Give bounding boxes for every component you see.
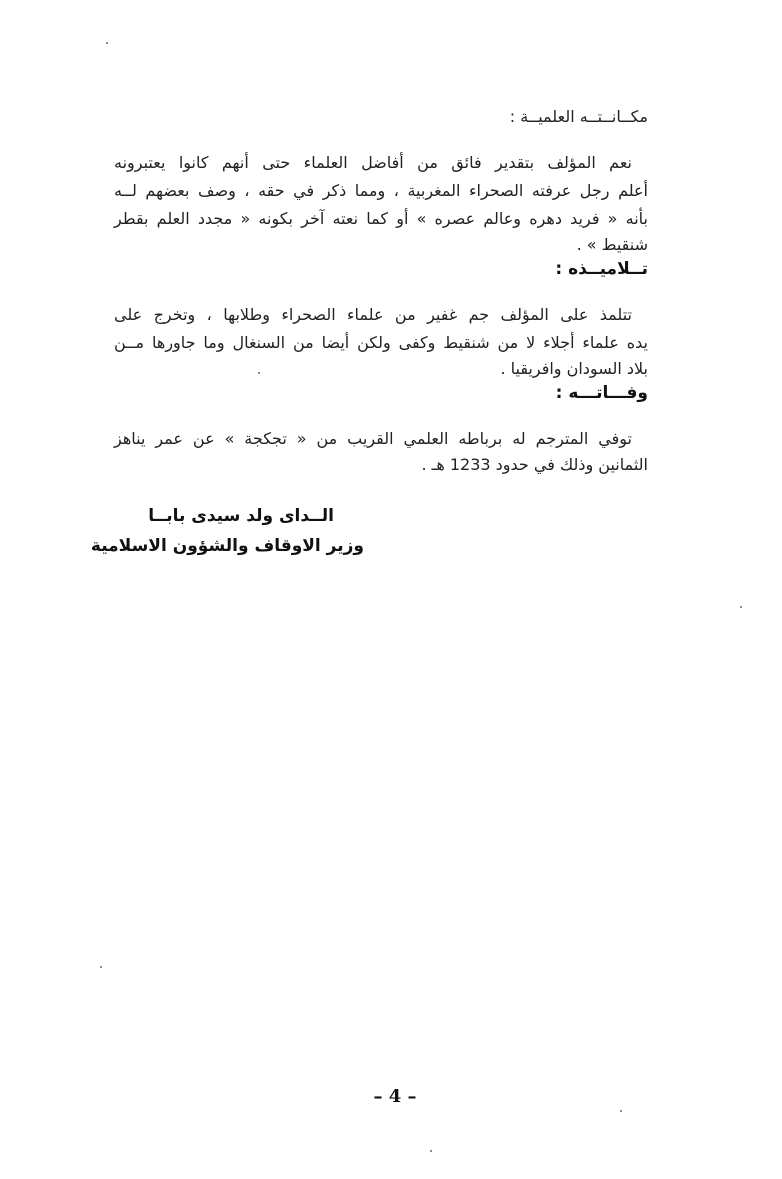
scan-speck <box>430 1150 432 1152</box>
students-line-2: يده علماء أجلاء لا من شنقيط وكفى ولكن أيضا من السنغال وما جاورها مــن <box>114 333 648 352</box>
death-line-1: توفي المترجم له برباطه العلمي القريب من « تجكجة » عن عمر يناهز <box>114 429 632 448</box>
status-line-2: أعلم رجل عرفته الصحراء المغربية ، ومما ذكر في حقه ، وصف بعضهم لــه <box>114 181 648 200</box>
status-line-4: شنقيط » . <box>576 235 648 254</box>
page-number: – 4 – <box>373 1086 417 1107</box>
scan-speck <box>740 606 742 608</box>
status-line-3: بأنه « فريد دهره وعالم عصره » أو كما نعته آخر بكونه « مجدد العلم بقطر <box>114 209 648 228</box>
status-line-1: نعم المؤلف بتقدير فائق من أفاضل العلماء حتى أنهم كانوا يعتبرونه <box>114 153 632 172</box>
students-line-1: تتلمذ على المؤلف جم غفير من علماء الصحراء وطلابها ، وتخرج على <box>114 305 632 324</box>
students-heading: تــلاميــذه : <box>555 259 648 279</box>
students-line-3: بلاد السودان وافريقيا . <box>500 359 648 378</box>
scan-speck <box>258 372 260 374</box>
signature-title: وزير الاوقاف والشؤون الاسلامية <box>90 536 364 556</box>
death-heading: وفـــاتـــه : <box>555 383 648 403</box>
scan-speck <box>100 966 102 968</box>
signature-name: الــداى ولد سيدى بابــا <box>148 506 334 526</box>
scan-speck <box>106 42 108 44</box>
scan-speck <box>620 1110 622 1112</box>
status-heading: مكــانــتــه العلميــة : <box>509 107 648 126</box>
death-line-2: الثمانين وذلك في حدود 1233 هـ . <box>421 455 648 474</box>
